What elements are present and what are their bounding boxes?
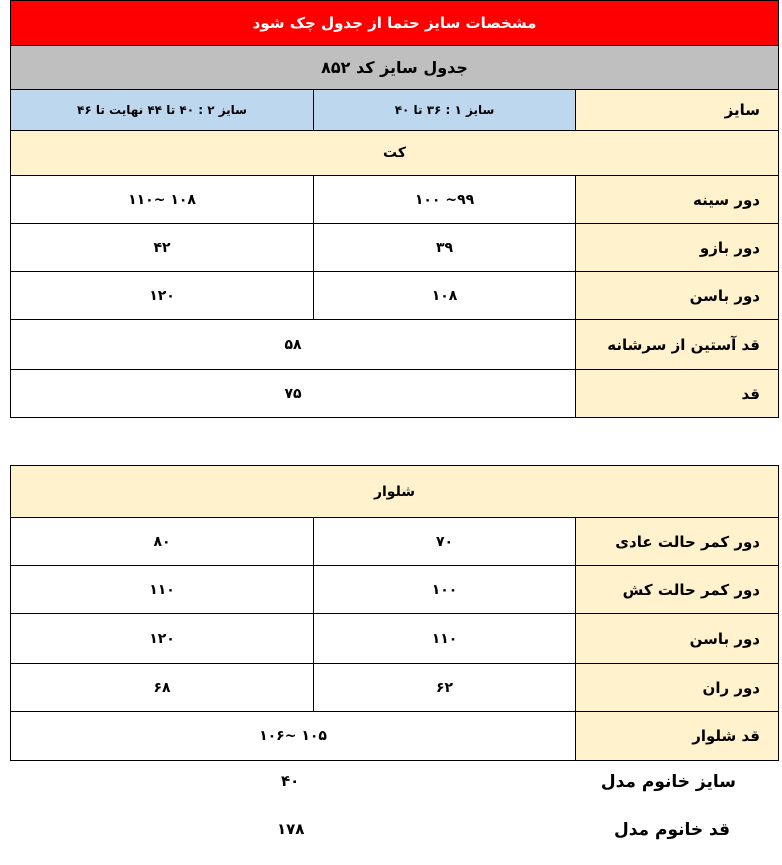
pants-length-label: قد شلوار	[575, 711, 779, 761]
pants-waist-normal-label: دور کمر حالت عادی	[575, 517, 779, 566]
model-height-value: ۱۷۸	[277, 820, 305, 838]
model-height-label: قد خانوم مدل	[613, 820, 730, 840]
pants-hip-size2: ۱۲۰	[10, 613, 314, 664]
jacket-arm-size2: ۴۲	[10, 223, 314, 272]
jacket-arm-label: دور بازو	[575, 223, 779, 272]
jacket-arm-size1: ۳۹	[313, 223, 576, 272]
jacket-chest-size1: ۹۹~ ۱۰۰	[313, 175, 576, 224]
jacket-hip-label: دور باسن	[575, 271, 779, 320]
pants-section-title: شلوار	[10, 465, 779, 518]
table-subtitle: جدول سایز کد ۸۵۲	[10, 45, 779, 90]
pants-waist-stretch-label: دور کمر حالت کش	[575, 565, 779, 614]
jacket-hip-size1: ۱۰۸	[313, 271, 576, 320]
pants-hip-size1: ۱۱۰	[313, 613, 576, 664]
size-label: سایز	[575, 89, 779, 131]
pants-waist-normal-size1: ۷۰	[313, 517, 576, 566]
table-title: مشخصات سایز حتما از جدول چک شود	[10, 0, 779, 46]
jacket-length-label: قد	[575, 369, 779, 418]
pants-thigh-size1: ۶۲	[313, 663, 576, 712]
jacket-length-value: ۷۵	[10, 369, 576, 418]
jacket-sleeve-value: ۵۸	[10, 319, 576, 370]
pants-waist-stretch-size1: ۱۰۰	[313, 565, 576, 614]
model-size-label: سایز خانوم مدل	[600, 772, 736, 792]
jacket-chest-size2: ۱۰۸ ~۱۱۰	[10, 175, 314, 224]
model-size-value: ۴۰	[281, 772, 300, 790]
pants-waist-stretch-size2: ۱۱۰	[10, 565, 314, 614]
pants-thigh-size2: ۶۸	[10, 663, 314, 712]
jacket-sleeve-label: قد آستین از سرشانه	[575, 319, 779, 370]
pants-length-value: ۱۰۵ ~۱۰۶	[10, 711, 576, 761]
pants-waist-normal-size2: ۸۰	[10, 517, 314, 566]
size1-header: سایز ۱ : ۳۶ تا ۴۰	[313, 89, 576, 131]
jacket-section-title: کت	[10, 130, 779, 176]
jacket-hip-size2: ۱۲۰	[10, 271, 314, 320]
pants-thigh-label: دور ران	[575, 663, 779, 712]
jacket-chest-label: دور سینه	[575, 175, 779, 224]
size2-header: سایز ۲ : ۴۰ تا ۴۴ نهایت تا ۴۶	[10, 89, 314, 131]
pants-hip-label: دور باسن	[575, 613, 779, 664]
